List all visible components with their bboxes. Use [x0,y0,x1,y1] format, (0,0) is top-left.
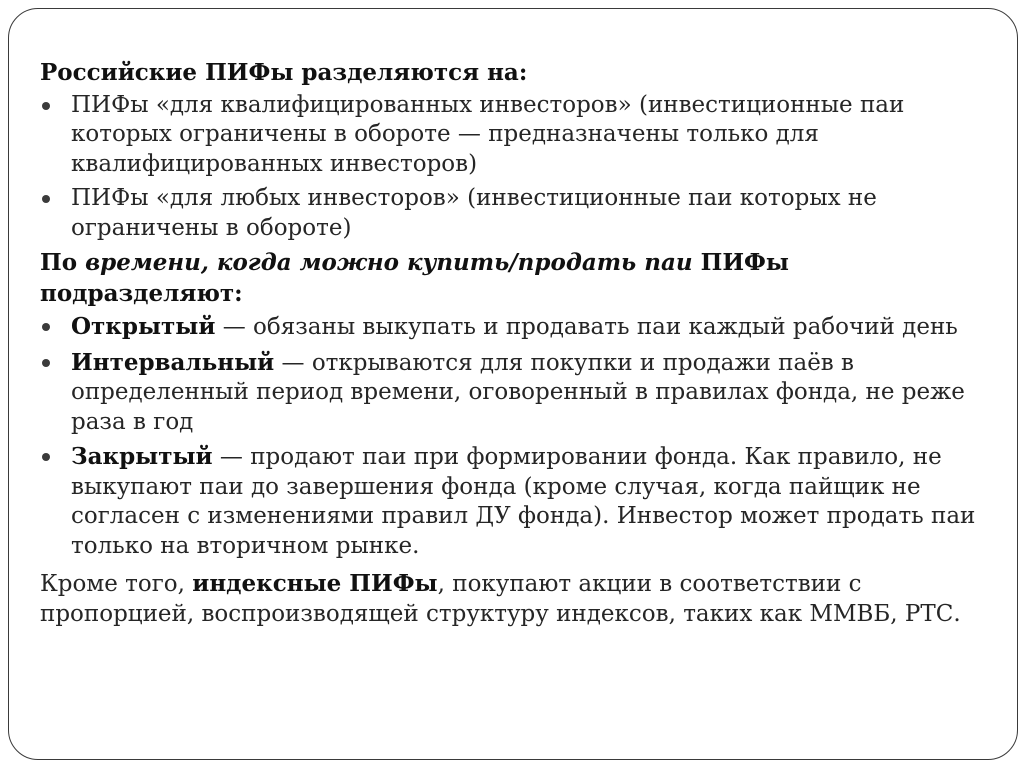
fund-type-term: Закрытый [71,443,213,470]
paragraph-emphasis: индексные ПИФы [192,570,438,597]
fund-type-description: — продают паи при формировании фонда. Как правило, не выкупают паи до завершения фонда (кроме случая, когда пайщик не согласен с изменениями правил ДУ фонда). Инвестор может продать паи только на вторичном рынке. [71,444,976,559]
slide-content [40,58,995,632]
list-item [40,312,995,343]
list-item [40,442,995,561]
fund-type-term: Открытый [71,313,216,340]
list-item [40,91,995,180]
paragraph-part: Кроме того, [40,571,193,597]
fund-type-description: — открываются для покупки и продажи паёв в определенный период времени, оговоренный в правилах фонда, не реже раза в год [71,349,965,435]
fund-type-term: Интервальный [71,348,275,376]
heading-classification: Российские ПИФы разделяются на: [40,59,528,86]
list-item-text: ПИФы «для любых инвесторов» (инвестиционные паи которых не ограничены в обороте) [71,185,877,241]
bullet-icon [42,323,50,331]
paragraph-part: , покупают акции в соответствии с пропорцией, воспроизводящей структуру индексов, таких как ММВБ, РТС. [40,571,961,627]
bullet-icon [42,359,50,367]
heading-part: По [40,249,86,276]
heading-emphasis: времени, когда можно купить/продать паи [85,249,693,276]
bullet-icon [42,102,50,110]
heading-part: ПИФы подразделяют: [40,249,789,307]
classification-list [40,91,995,244]
bullet-icon [42,453,50,461]
heading-time-division [40,248,995,309]
list-item-text: ПИФы «для квалифицированных инвесторов» (инвестиционные паи которых ограничены в обороте — предназначены только для квалифицированных инвесторов) [71,91,905,177]
bullet-icon [42,195,50,203]
index-funds-paragraph [40,569,995,629]
fund-type-description: — обязаны выкупать и продавать паи каждый рабочий день [215,314,958,340]
fund-type-list [40,312,995,561]
list-item [40,184,995,243]
list-item [40,348,995,438]
